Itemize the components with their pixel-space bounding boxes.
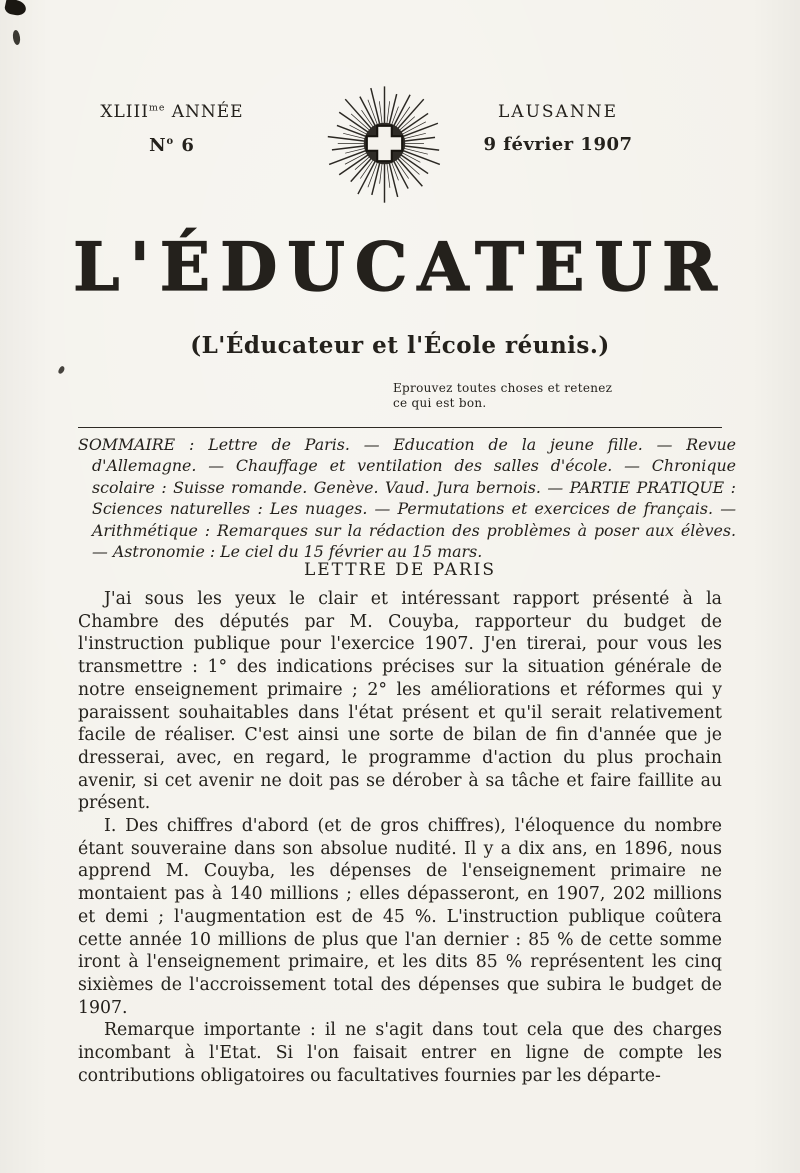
- divider: [78, 427, 722, 428]
- issue-suffix: 6: [174, 135, 195, 156]
- year-suffix: ANNÉE: [165, 102, 244, 122]
- paragraph: I. Des chiffres d'abord (et de gros chiffres), l'éloquence du nombre étant souveraine dans son absolue nudité. Il y a dix ans, en 1896, nous apprend M. Couyba, les dépenses de l'enseignement primaire ne montaient pas à 140 millions ; elles dépasseront, en 1907, 202 millions et demi ; l'augmentation est de 45 %. L'instruction publique coûtera cette année 10 millions de plus que l'an dernier : 85 % de cette somme iront à l'enseignement primaire, et les dits 85 % représentent les cinq sixièmes de l'accroissement total des dépenses que subira le budget de 1907.: [78, 816, 722, 1018]
- journal-title: L'ÉDUCATEUR: [73, 228, 727, 306]
- paragraph: Remarque importante : il ne s'agit dans tout cela que des charges incombant à l'Etat. Si l'on faisait entrer en ligne de compte les contributions obligatoires ou facultatives fournies par les départe-: [78, 1020, 722, 1086]
- epigraph: [393, 381, 612, 411]
- epigraph-line: Eprouvez toutes choses et retenez: [393, 381, 613, 395]
- paragraph: J'ai sous les yeux le clair et intéressant rapport présenté à la Chambre des députés par M. Couyba, rapporteur du budget de l'instruction publique pour l'exercice 1907. J'en tirerai, pour vous les transmettre : 1° des indications précises sur la situation générale de notre enseignement primaire ; 2° les améliorations et réformes qui y paraissent souhaitables dans l'état présent et qu'il serait relativement facile de réaliser. C'est ainsi une sorte de bilan de fin d'année que je dresserai, avec, en regard, le programme d'action du plus prochain avenir, si cet avenir ne doit pas se dérober à sa tâche et faire faillite au présent.: [78, 589, 722, 814]
- city-label: LAUSANNE: [498, 102, 618, 122]
- article-heading: LETTRE DE PARIS: [303, 560, 497, 580]
- issue-superscript: o: [166, 136, 175, 147]
- year-text: XLIII: [100, 102, 149, 122]
- epigraph-line: ce qui est bon.: [393, 396, 487, 410]
- swiss-cross-sunburst-icon: [317, 76, 452, 211]
- issue-text: N: [149, 135, 167, 156]
- issue-date: 9 février 1907: [483, 134, 633, 155]
- journal-subtitle: (L'Éducateur et l'École réunis.): [190, 332, 610, 359]
- masthead-right: [466, 102, 650, 155]
- scan-artifact: [12, 30, 21, 46]
- volume-year: [83, 102, 261, 122]
- masthead-left: [83, 102, 261, 156]
- issue-number: [83, 135, 261, 156]
- year-superscript: me: [148, 102, 166, 114]
- article-body: [78, 588, 722, 1087]
- scan-artifact: [58, 365, 66, 374]
- summary-paragraph: SOMMAIRE : Lettre de Paris. — Education de la jeune fille. — Revue d'Allemagne. — Chauffage et ventilation des salles d'école. — Chronique scolaire : Suisse romande. Genève. Vaud. Jura bernois. — PARTIE PRATIQUE : Sciences naturelles : Les nuages. — Permutations et exercices de français. — Arithmétique : Remarques sur la rédaction des problèmes à poser aux élèves. — Astronomie : Le ciel du 15 février au 15 mars.: [78, 435, 736, 562]
- scan-artifact: [4, 0, 28, 17]
